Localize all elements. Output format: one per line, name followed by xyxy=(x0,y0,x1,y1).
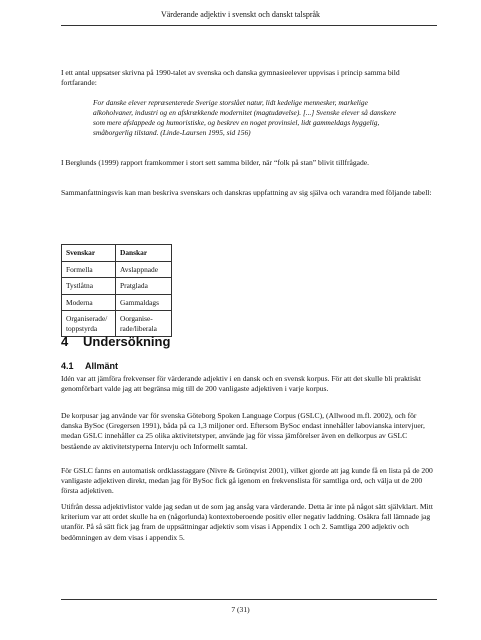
table-cell: Formella xyxy=(62,261,116,278)
subsection-title: Allmänt xyxy=(85,361,119,371)
running-header: Värderande adjektiv i svenskt och danskt talspråk xyxy=(160,10,321,19)
table-cell: Pratglada xyxy=(116,278,172,295)
table-row xyxy=(62,294,172,311)
table-cell: Oorganise-rade/liberala xyxy=(116,311,172,337)
section-title: Undersökning xyxy=(83,334,171,349)
block-quote: For danske elever repræsenterede Sverige storslået natur, lidt kedelige mennesker, markelige alkoholvaner, industri og en afskrækkende modernitet (magtudøvelse). [...] Svenske elever så danskere som mere afslappede og humoristiske, og beskrev en noget provinsiel, lidt gammeldags hyggelig, småborgerlig tilstand. (Linde-Laursen 1995, sid 156) xyxy=(93,98,397,138)
body-paragraph-2: De korpusar jag använde var för svenska Göteborg Spoken Language Corpus (GSLC), (Allwood m.fl. 2002), och för danska BySoc (Gregersen 1991), båda på ca 1,3 miljoner ord. Eftersom BySoc endast innehåller labovianska intervjuer, medan GSLC innehåller ca 25 olika aktivitetstyper, använde jag för vissa jämförelser även en delkorpus av GSLC bestående av aktivitetstyperna Intervju och Informellt samtal. xyxy=(61,411,425,451)
subsection-number: 4.1 xyxy=(61,361,74,371)
intro-paragraph: I ett antal uppsatser skrivna på 1990-talet av svenska och danska gymnasieelever uppvisas i princip samma bild fortfarande: xyxy=(61,68,400,88)
body-paragraph-1: Idén var att jämföra frekvenser för värderande adjektiv i en dansk och en svensk korpus. För att det skulle bli praktiskt genomförbart valde jag att begränsa mig till de 200 vanligaste adjektiven i varje korpus. xyxy=(61,374,421,394)
table-header-cell: Danskar xyxy=(116,245,172,262)
subsection-heading xyxy=(61,361,118,371)
body-paragraph-4: Utifrån dessa adjektivlistor valde jag sedan ut de som jag ansåg vara värderande. Detta är inte på något sätt självklart. Mitt kriterium var att ordet skulle ha en (någorlunda) kontextoberoende positiv eller negativ laddning. Osäkra fall lämnade jag utanför. På så sätt fick jag fram de uppsättningar adjektiv som visas i Appendix 1 och 2. Samtliga 200 adjektiv och bedömningen av dem visas i appendix 5. xyxy=(61,502,433,542)
page-number: 7 (31) xyxy=(231,605,250,614)
table-row xyxy=(62,311,172,337)
comparison-table xyxy=(61,244,172,337)
table-cell: Organiserade/ toppstyrda xyxy=(62,311,116,337)
section-heading xyxy=(61,334,170,349)
table-cell: Moderna xyxy=(62,294,116,311)
table-row xyxy=(62,261,172,278)
table-cell: Tystlåtna xyxy=(62,278,116,295)
table-cell: Gammaldags xyxy=(116,294,172,311)
body-paragraph-3: För GSLC fanns en automatisk ordklasstaggare (Nivre & Grönqvist 2001), vilket gjorde att jag kunde få en lista på de 200 vanligaste adjektiven direkt, medan jag för BySoc fick gå igenom en frekvenslista för samtliga ord, och välja ut de 200 första adjektiven. xyxy=(61,466,433,496)
footer-rule xyxy=(61,599,437,600)
section-number: 4 xyxy=(61,334,69,349)
berglund-paragraph: I Berglunds (1999) rapport framkommer i stort sett samma bilder, när “folk på stan” blivit tillfrågade. xyxy=(61,158,370,167)
table-header-cell: Svenskar xyxy=(62,245,116,262)
header-rule xyxy=(61,25,437,26)
table-header-row xyxy=(62,245,172,262)
table-cell: Avslappnade xyxy=(116,261,172,278)
table-row xyxy=(62,278,172,295)
summary-paragraph: Sammanfattningsvis kan man beskriva svenskars och danskras uppfattning av sig själva och varandra med följande tabell: xyxy=(61,188,432,197)
